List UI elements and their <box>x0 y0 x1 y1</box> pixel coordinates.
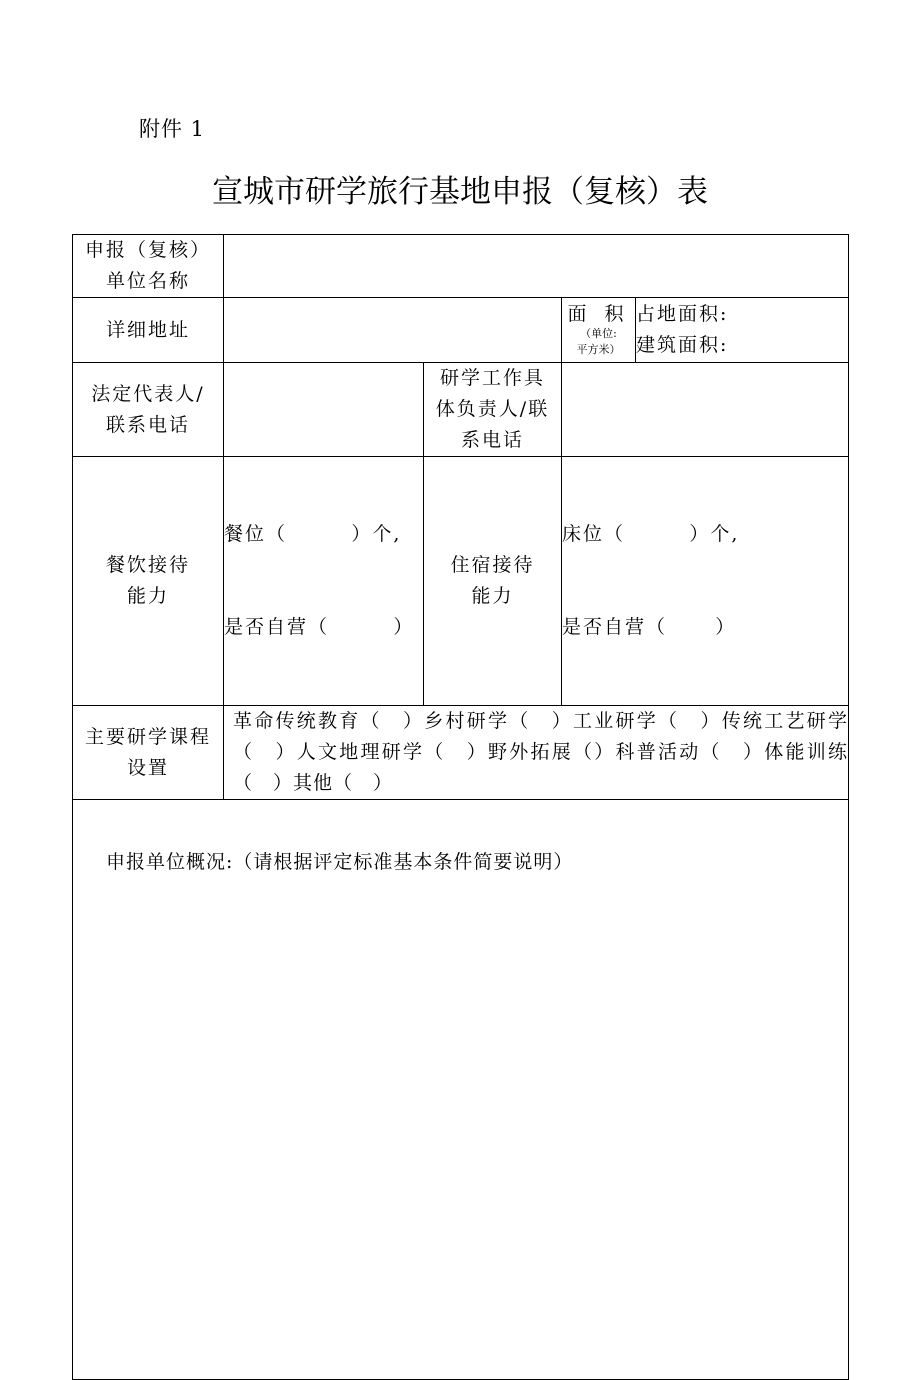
address-label: 详细地址 <box>73 298 224 363</box>
legal-rep-field[interactable] <box>224 363 424 457</box>
lodging-field[interactable]: 床位（ ）个, 是否自营（ ） <box>562 457 849 706</box>
unit-name-label: 申报（复核） 单位名称 <box>73 235 224 298</box>
row-contacts <box>73 363 849 457</box>
building-area-label: 建筑面积: <box>636 334 729 356</box>
study-manager-field[interactable] <box>562 363 849 457</box>
attachment-label: 附件 1 <box>139 117 206 141</box>
area-label: 面 积 （单位: 平方米） <box>562 298 636 363</box>
row-overview <box>73 800 849 1380</box>
area-values[interactable] <box>636 298 849 363</box>
row-unit-name <box>73 235 849 298</box>
row-address <box>73 298 849 363</box>
courses-label: 主要研学课程 设置 <box>73 706 224 800</box>
row-courses <box>73 706 849 800</box>
catering-field[interactable]: 餐位（ ）个, 是否自营（ ） <box>224 457 424 706</box>
form-title: 宣城市研学旅行基地申报（复核）表 <box>212 174 708 210</box>
overview-field[interactable] <box>73 800 849 1380</box>
unit-name-field[interactable] <box>224 235 849 298</box>
lodging-label: 住宿接待 能力 <box>424 457 562 706</box>
catering-label: 餐饮接待 能力 <box>73 457 224 706</box>
land-area-label: 占地面积: <box>636 303 729 325</box>
study-manager-label: 研学工作具 体负责人/联 系电话 <box>424 363 562 457</box>
overview-label: 申报单位概况:（请根据评定标准基本条件简要说明） <box>106 851 574 873</box>
courses-field[interactable]: 革命传统教育（ ）乡村研学（ ）工业研学（ ）传统工艺研学（ ）人文地理研学（ ）野外拓展（）科普活动（ ）体能训练（ ）其他（ ） <box>224 706 849 800</box>
application-form-table <box>72 234 849 1380</box>
address-field[interactable] <box>224 298 562 363</box>
row-capacity <box>73 457 849 706</box>
legal-rep-label: 法定代表人/ 联系电话 <box>73 363 224 457</box>
